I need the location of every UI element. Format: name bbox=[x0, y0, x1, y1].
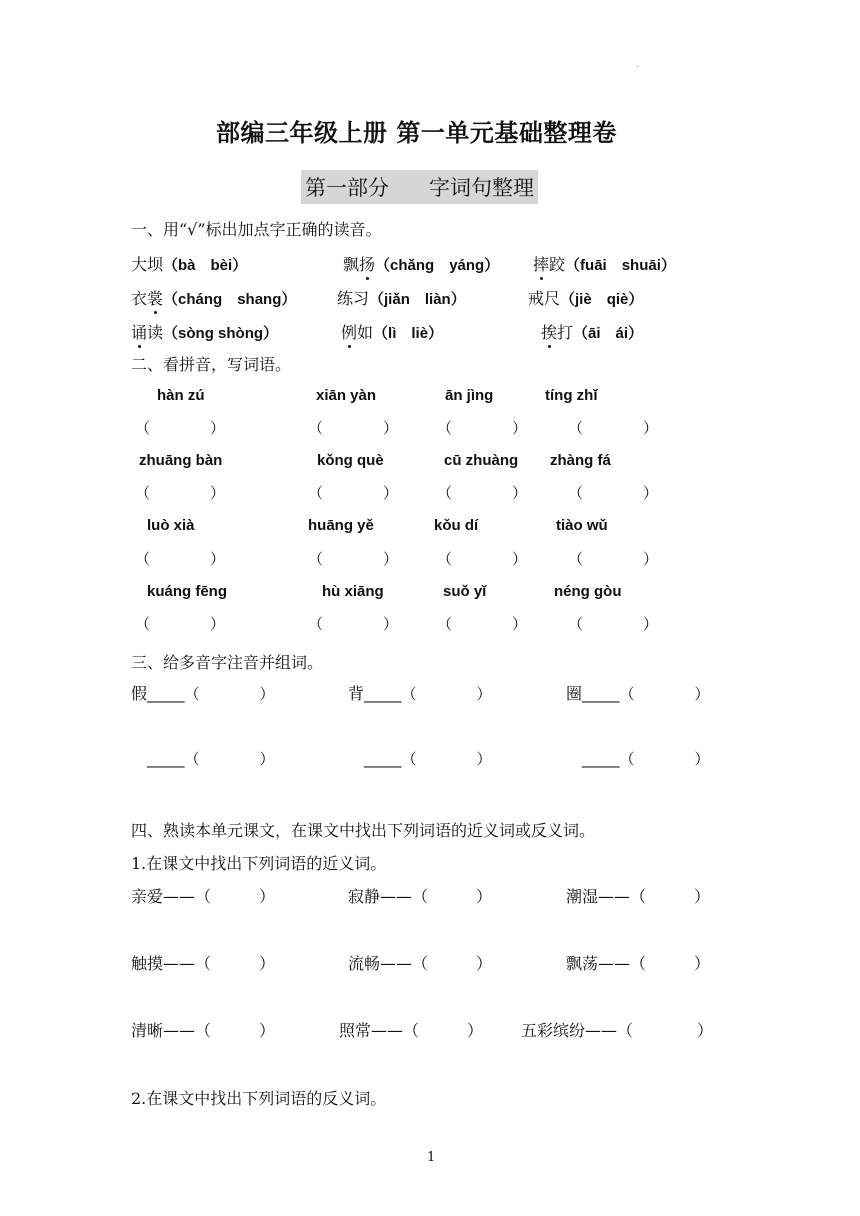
section4-heading: 四、熟读本单元课文，在课文中找出下列词语的近义词或反义词。 bbox=[131, 821, 596, 840]
polyphone-char: 背 bbox=[348, 684, 365, 703]
polyphone-char: 圈 bbox=[566, 684, 583, 703]
part-subtitle bbox=[301, 170, 538, 204]
section3-heading: 三、给多音字注音并组词。 bbox=[131, 653, 324, 672]
pinyin-prompt: kuáng fēng bbox=[147, 583, 228, 600]
section2-heading: 二、看拼音，写词语。 bbox=[131, 355, 292, 374]
pinyin-prompt: tíng zhǐ bbox=[545, 387, 598, 404]
synonym-item[interactable]: 流畅——（ ） bbox=[348, 954, 493, 973]
synonym-item[interactable]: 亲爱——（ ） bbox=[131, 887, 276, 906]
answer-blank[interactable]: _____（ ） bbox=[582, 750, 710, 768]
section4-sub1: 1.在课文中找出下列词语的近义词。 bbox=[131, 854, 387, 873]
pinyin-prompt: hàn zú bbox=[157, 387, 205, 404]
section1-item: 例如（lì liè） bbox=[341, 320, 443, 343]
section1-item: 诵读（sòng shòng） bbox=[131, 320, 278, 343]
pinyin-prompt: tiào wǔ bbox=[556, 517, 608, 534]
answer-blank[interactable]: （ ） bbox=[308, 550, 399, 568]
polyphone-item bbox=[566, 681, 710, 704]
section4-sub2: 2.在课文中找出下列词语的反义词。 bbox=[131, 1089, 387, 1108]
answer-blank[interactable]: （ ） bbox=[437, 550, 528, 568]
part-topic: 字词句整理 bbox=[429, 176, 534, 200]
answer-blank[interactable]: （ ） bbox=[437, 419, 528, 437]
polyphone-item bbox=[348, 681, 492, 704]
synonym-item[interactable]: 触摸——（ ） bbox=[131, 954, 276, 973]
pinyin-prompt: huāng yě bbox=[308, 517, 374, 534]
answer-blank[interactable]: （ ） bbox=[135, 419, 226, 437]
answer-blank[interactable]: （ ） bbox=[308, 484, 399, 502]
answer-blank[interactable]: （ ） bbox=[437, 484, 528, 502]
pinyin-prompt: zhuāng bàn bbox=[139, 452, 223, 469]
pinyin-prompt: kǒng què bbox=[317, 452, 384, 469]
section1-heading: 一、用“√”标出加点字正确的读音。 bbox=[131, 220, 382, 239]
synonym-item[interactable]: 寂静——（ ） bbox=[348, 887, 493, 906]
answer-blank[interactable]: （ ） bbox=[135, 550, 226, 568]
section1-item: 挨打（āi ái） bbox=[541, 320, 643, 343]
answer-blank[interactable]: （ ） bbox=[568, 419, 659, 437]
section1-item: 飘扬（chǎng yáng） bbox=[343, 252, 499, 275]
answer-blank[interactable]: （ ） bbox=[568, 550, 659, 568]
pinyin-prompt: kǒu dí bbox=[434, 517, 479, 534]
answer-blank[interactable]: （ ） bbox=[135, 484, 226, 502]
section1-item: 练习（jiǎn liàn） bbox=[337, 289, 466, 308]
polyphone-item bbox=[131, 681, 275, 704]
synonym-item[interactable]: 潮湿——（ ） bbox=[566, 887, 711, 906]
synonym-item[interactable]: 清晰——（ ） bbox=[131, 1021, 276, 1040]
answer-blank[interactable]: _____（ ） bbox=[582, 685, 710, 703]
part-label: 第一部分 bbox=[305, 176, 389, 200]
section1-item: 摔跤（fuāi shuāi） bbox=[533, 252, 676, 275]
answer-blank[interactable]: （ ） bbox=[308, 419, 399, 437]
pinyin-prompt: zhàng fá bbox=[550, 452, 611, 469]
answer-blank[interactable]: （ ） bbox=[568, 484, 659, 502]
answer-blank[interactable]: _____（ ） bbox=[147, 750, 275, 768]
pinyin-prompt: luò xià bbox=[147, 517, 195, 534]
pinyin-prompt: ān jìng bbox=[445, 387, 494, 404]
pinyin-prompt: xiān yàn bbox=[316, 387, 377, 404]
answer-blank[interactable]: _____（ ） bbox=[364, 750, 492, 768]
synonym-item[interactable]: 五彩缤纷——（ ） bbox=[521, 1021, 714, 1040]
page-title: 部编三年级上册 第一单元基础整理卷 bbox=[216, 119, 617, 147]
section1-item: 衣裳（cháng shang） bbox=[131, 286, 296, 309]
answer-blank[interactable]: （ ） bbox=[135, 615, 226, 633]
synonym-item[interactable]: 照常——（ ） bbox=[339, 1021, 484, 1040]
answer-blank[interactable]: （ ） bbox=[568, 615, 659, 633]
page-number: 1 bbox=[427, 1150, 436, 1165]
pinyin-prompt: néng gòu bbox=[554, 583, 622, 600]
section1-item: 戒尺（jiè qiè） bbox=[528, 289, 644, 308]
answer-blank[interactable]: （ ） bbox=[437, 615, 528, 633]
pinyin-prompt: cū zhuàng bbox=[444, 452, 519, 469]
answer-blank[interactable]: _____（ ） bbox=[147, 685, 275, 703]
answer-blank[interactable]: （ ） bbox=[308, 615, 399, 633]
pinyin-prompt: suǒ yǐ bbox=[443, 583, 487, 600]
synonym-item[interactable]: 飘荡——（ ） bbox=[566, 954, 711, 973]
answer-blank[interactable]: _____（ ） bbox=[364, 685, 492, 703]
polyphone-char: 假 bbox=[131, 684, 148, 703]
section1-item: 大坝（bà bèi） bbox=[131, 255, 248, 274]
pinyin-prompt: hù xiāng bbox=[322, 583, 384, 600]
page-mark: . bbox=[636, 60, 639, 69]
